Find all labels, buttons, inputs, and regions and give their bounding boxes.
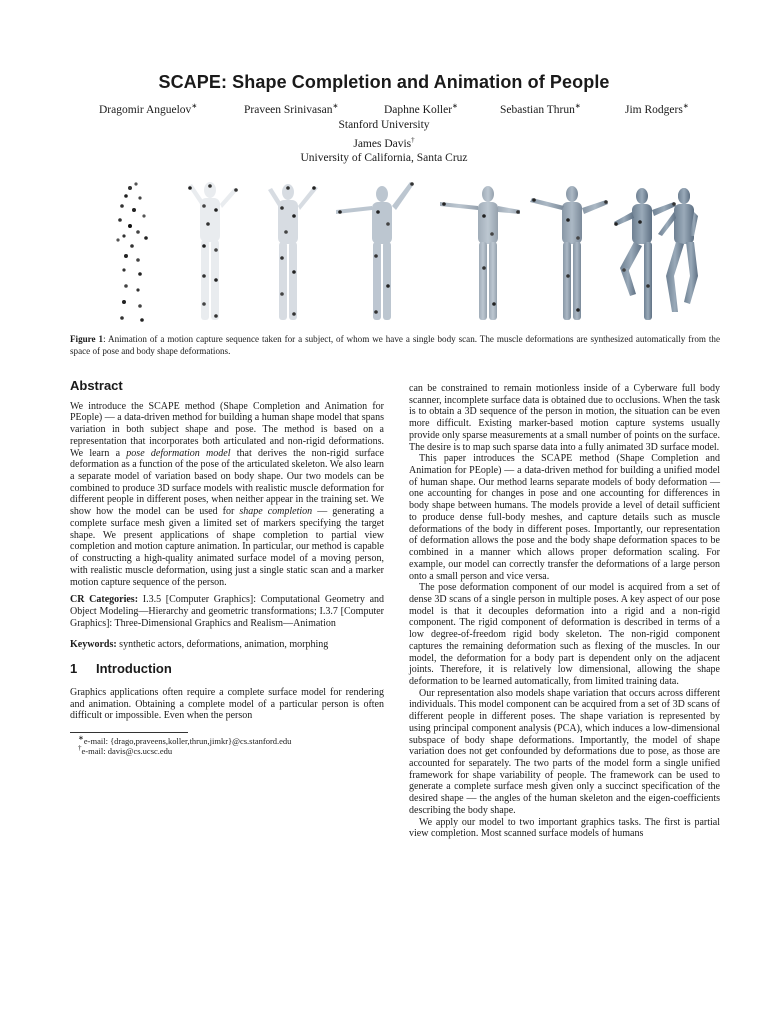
figure-stage-light-body [268,184,318,320]
abstract-paragraph: We introduce the SCAPE method (Shape Completion and Animation for PEople) — a data-driven method for building a human shape model that spans variation in both subject shape and pose. The method is based on a representation that incorporates both articulated and non-rigid deformations. We learn a pose deformation model that derives the non-rigid surface deformation as a function of the pose of the articulated skeleton. We also learn a separate model of variation based on body shape. Our two models can be combined to produce 3D surface models with realistic muscle deformation for different people in different poses, when neither appear in the training set. We show how the model can be used for shape completion — generating a complete surface mesh given a limited set of markers specifying the target shape. We present applications of shape completion to partial view completion and motion capture animation. In particular, our method is capable of constructing a high-quality animated surface model of a moving person, with realistic muscle deformation, using just a single static scan and a marker motion capture sequence of the person. [70,400,384,588]
figure-stage-faint-body [188,182,238,320]
body-paragraph-1: can be constrained to remain motionless inside of a Cyberware full body scanner, incomplete surface data is obtained due to occlusions. When the task is to obtain a 3D sequence of the person in motion, the situation can be even more difficult. Existing marker-based motion capture systems usually provide only sparse measurements at a small number of points on the surface. The desire is to map such sparse data into a fully animated 3D surface model. [409,383,720,453]
author-anguelov: Dragomir Anguelov∗ [99,102,198,116]
author-davis: James Davis† [353,136,415,150]
left-column [70,380,384,756]
body-paragraph-2: This paper introduces the SCAPE method (Shape Completion and Animation for PEople) — a data-driven method for building a unified model of human shape. Our method learns separate models of body deformation — one accounting for changes in pose and one accounting for differences in body shape between humans. The models provide a level of detail sufficient to produce dense full-body meshes, and capture details such as muscle deformations of the body in different poses. Importantly, our representation of deformation allows the pose and the body shape deformation spaces to be combined in a manner which allows proper deformation scaling. For example, our model can correctly transfer the deformations of a large person onto a small person and vice versa. [409,453,720,582]
abstract-heading: Abstract [70,378,123,393]
footnote-1: ∗e-mail: {drago,praveens,koller,thrun,jimkr}@cs.stanford.edu [78,734,292,746]
footnote-2: †e-mail: davis@cs.ucsc.edu [78,744,173,756]
footnote-rule [70,732,188,733]
body-paragraph-5: We apply our model to two important graphics tasks. The first is partial view completion. Most scanned surface models of humans [409,816,720,840]
body-paragraph-4: Our representation also models shape variation that occurs across different individuals. This model component can be acquired from a set of 3D scans of different people in different poses. The shape variation is represented by using principal component analysis (PCA), which induces a low-dimensional subspace of body shape deformations. Importantly, the model of shape variation does not get confounded by deformations due to pose, as those are accounted for separately. The two parts of the model form a single unified framework for shape variability of people. The framework can be used to generate a complete surface mesh given only a succinct specification of the desired shape — the angles of the human skeleton and the eigen-coefficients describing the body shape. [409,687,720,816]
introduction-heading: 1 Introduction [70,661,172,677]
affiliation-ucsc: University of California, Santa Cruz [300,152,468,164]
affiliation-stanford: Stanford University [338,119,430,131]
figure-stage-medium-body [336,182,414,320]
motion-capture-figure [100,176,700,328]
cr-categories: CR Categories: I.3.5 [Computer Graphics]: Computational Geometry and Object Modeling—Hierarchy and geometric transformations; I.3.7 [Computer Graphics]: Three-Dimensional Graphics and Realism—Animation [70,594,385,629]
figure-stage-body-7 [614,188,676,320]
author-koller: Daphne Koller∗ [384,102,458,116]
author-rodgers: Jim Rodgers∗ [625,102,689,116]
figure-stage-body-5 [440,186,520,320]
keywords: Keywords: synthetic actors, deformations, animation, morphing [70,639,329,651]
author-srinivasan: Praveen Srinivasan∗ [244,102,339,116]
right-column [409,383,720,840]
author-thrun: Sebastian Thrun∗ [500,102,581,116]
paper-title: SCAPE: Shape Completion and Animation of People [158,72,610,92]
figure-caption: Figure 1: Animation of a motion capture sequence taken for a subject, of whom we have a single body scan. The muscle deformations are synthesized automatically from the space of pose and body shape deformations. [70,334,720,356]
body-paragraph-3: The pose deformation component of our model is acquired from a set of dense 3D scans of a single person in multiple poses. A key aspect of our pose model is that it decouples deformation into a rigid and a non-rigid component. The rigid component of deformation is described in terms of a low degree-of-freedom rigid body skeleton. The non-rigid component captures the remaining deformation such as flexing of the muscles. In our model, the deformation for a body part is dependent only on the adjacent joints. Therefore, it is relatively low dimensional, allowing the shape deformation to be learned automatically, from limited training data. [409,582,720,687]
intro-paragraph: Graphics applications often require a complete surface model for rendering and animation. Obtaining a complete model of a particular person is often difficult or impossible. Even when the person [70,686,384,722]
figure-stage-body-6 [530,186,608,320]
figure-stage-markers-only [116,182,147,321]
